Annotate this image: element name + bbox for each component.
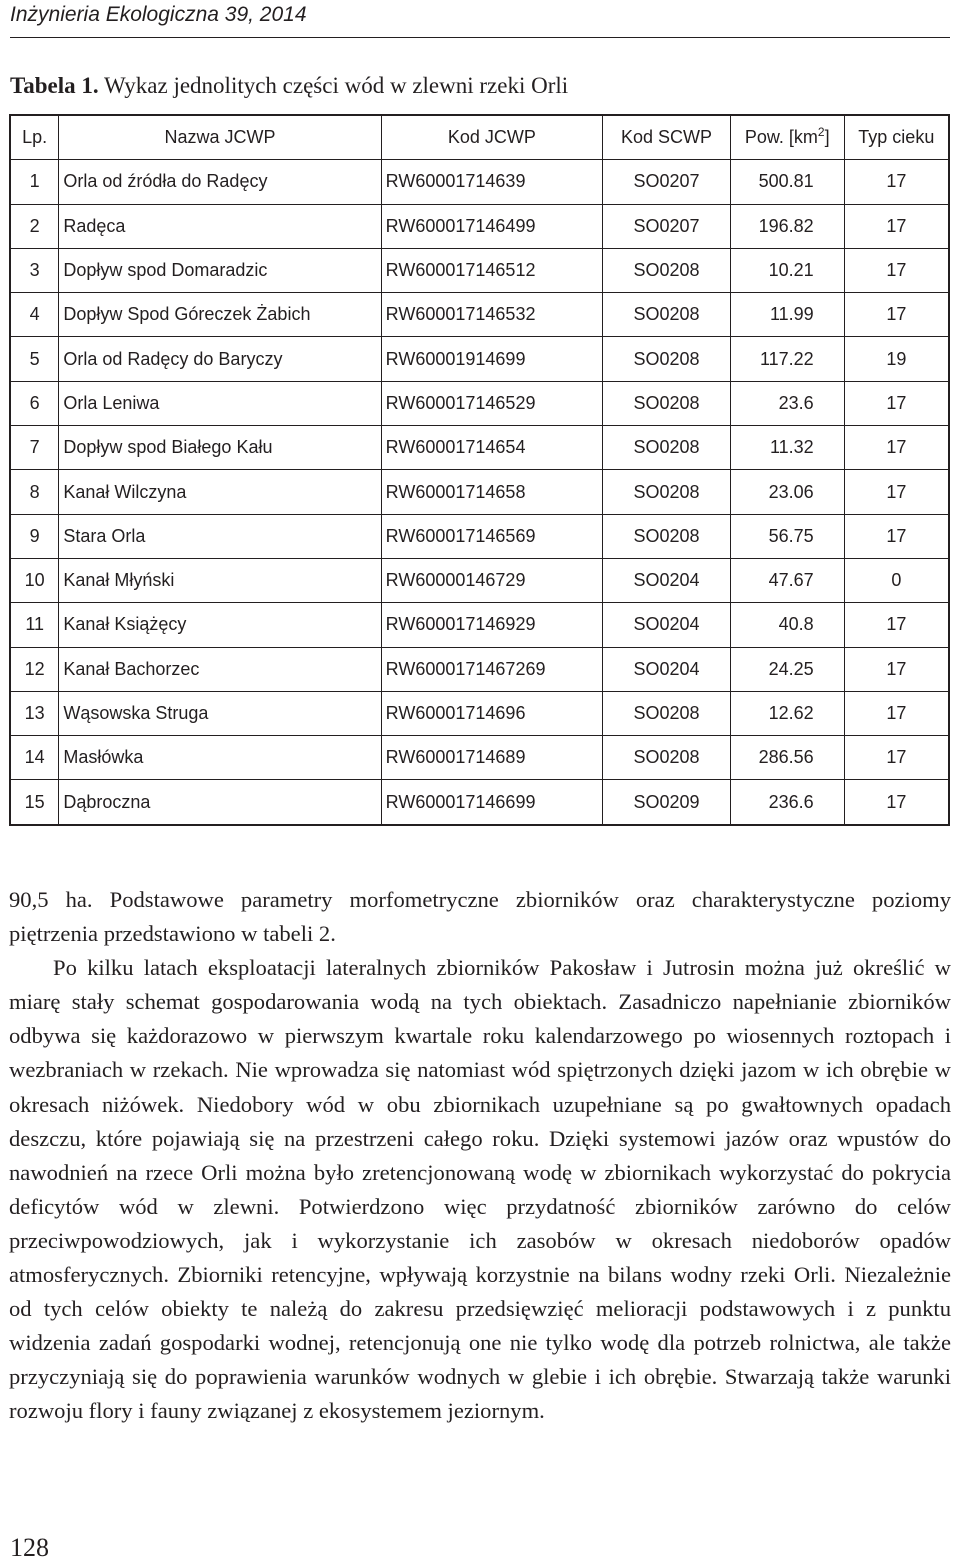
cell-typ: 17 — [844, 293, 949, 337]
cell-lp: 15 — [10, 780, 59, 825]
cell-typ: 17 — [844, 470, 949, 514]
cell-kod-jcwp: RW60001714658 — [381, 470, 602, 514]
cell-typ: 17 — [844, 647, 949, 691]
cell-area: 196.82 — [730, 204, 844, 248]
cell-name: Kanał Książęcy — [59, 603, 381, 647]
table-row — [10, 691, 949, 735]
cell-kod-jcwp: RW60001714689 — [381, 736, 602, 780]
cell-area: 24.25 — [730, 647, 844, 691]
table-row — [10, 337, 949, 381]
table-row — [10, 558, 949, 602]
cell-kod-scwp: SO0208 — [603, 426, 731, 470]
cell-lp: 11 — [10, 603, 59, 647]
cell-kod-scwp: SO0204 — [603, 647, 731, 691]
cell-area: 56.75 — [730, 514, 844, 558]
cell-kod-jcwp: RW600017146569 — [381, 514, 602, 558]
header-lp: Lp. — [10, 115, 59, 160]
header-name: Nazwa JCWP — [59, 115, 381, 160]
cell-kod-jcwp: RW600017146499 — [381, 204, 602, 248]
cell-name: Dopływ Spod Góreczek Żabich — [59, 293, 381, 337]
cell-lp: 5 — [10, 337, 59, 381]
header-area — [730, 115, 844, 160]
cell-kod-scwp: SO0204 — [603, 558, 731, 602]
cell-lp: 10 — [10, 558, 59, 602]
cell-kod-jcwp: RW60001714654 — [381, 426, 602, 470]
cell-typ: 17 — [844, 381, 949, 425]
cell-kod-scwp: SO0208 — [603, 381, 731, 425]
cell-name: Dopływ spod Domaradzic — [59, 248, 381, 292]
table-row — [10, 381, 949, 425]
cell-area: 236.6 — [730, 780, 844, 825]
table-row — [10, 204, 949, 248]
table-row — [10, 470, 949, 514]
cell-kod-jcwp: RW600017146512 — [381, 248, 602, 292]
cell-area: 11.32 — [730, 426, 844, 470]
cell-area: 117.22 — [730, 337, 844, 381]
cell-name: Dąbroczna — [59, 780, 381, 825]
cell-name: Masłówka — [59, 736, 381, 780]
cell-area: 11.99 — [730, 293, 844, 337]
cell-area: 12.62 — [730, 691, 844, 735]
cell-lp: 9 — [10, 514, 59, 558]
cell-area: 23.06 — [730, 470, 844, 514]
cell-typ: 17 — [844, 603, 949, 647]
cell-typ: 17 — [844, 248, 949, 292]
cell-kod-scwp: SO0207 — [603, 204, 731, 248]
cell-name: Kanał Młyński — [59, 558, 381, 602]
body-text — [9, 883, 951, 1429]
cell-kod-scwp: SO0208 — [603, 470, 731, 514]
header-kod-jcwp: Kod JCWP — [381, 115, 602, 160]
cell-lp: 2 — [10, 204, 59, 248]
table-caption — [10, 72, 568, 100]
cell-kod-scwp: SO0209 — [603, 780, 731, 825]
cell-typ: 17 — [844, 780, 949, 825]
cell-lp: 1 — [10, 160, 59, 204]
cell-kod-scwp: SO0208 — [603, 293, 731, 337]
header-area-suffix: ] — [824, 127, 830, 148]
cell-area: 40.8 — [730, 603, 844, 647]
cell-area: 23.6 — [730, 381, 844, 425]
cell-kod-scwp: SO0208 — [603, 691, 731, 735]
table-caption-label: Tabela 1. — [10, 73, 99, 98]
cell-kod-scwp: SO0208 — [603, 248, 731, 292]
journal-header: Inżynieria Ekologiczna 39, 2014 — [10, 3, 307, 26]
header-kod-scwp: Kod SCWP — [603, 115, 731, 160]
cell-lp: 3 — [10, 248, 59, 292]
header-typ: Typ cieku — [844, 115, 949, 160]
jcwp-table — [9, 114, 950, 826]
table-row — [10, 293, 949, 337]
cell-area: 286.56 — [730, 736, 844, 780]
cell-area: 10.21 — [730, 248, 844, 292]
table-row — [10, 603, 949, 647]
cell-name: Orla od źródła do Radęcy — [59, 160, 381, 204]
cell-name: Dopływ spod Białego Kału — [59, 426, 381, 470]
cell-kod-jcwp: RW600017146929 — [381, 603, 602, 647]
cell-typ: 17 — [844, 160, 949, 204]
cell-typ: 17 — [844, 426, 949, 470]
cell-kod-scwp: SO0207 — [603, 160, 731, 204]
cell-name: Orla od Radęcy do Baryczy — [59, 337, 381, 381]
cell-typ: 17 — [844, 514, 949, 558]
table-caption-text: Wykaz jednolitych części wód w zlewni rzeki Orli — [98, 73, 569, 98]
paragraph: Po kilku latach eksploatacji lateralnych zbiorników Pakosław i Jutrosin można już określić w miarę stały schemat gospodarowania wodą na tych obiektach. Zasadniczo napełnianie zbiorników odbywa się każdorazowo w pierwszym kwartale roku kalendarzowego po wiosennych roztopach i wezbraniach w rzekach. Nie wprowadza się natomiast wód spiętrzonych dzięki jazom w ich obrębie w okresach niżówek. Niedobory wód w obu zbiornikach uzupełniane są po gwałtownych opadach deszczu, które pojawiają się na przestrzeni całego roku. Dzięki systemowi jazów oraz wpustów do nawodnień na rzece Orli można było zretencjonowaną wodę w zbiornikach wykorzystać do pokrycia deficytów wód w zlewni. Potwierdzono więc przydatność zbiorników zarówno do celów przeciwpowodziowych, jak i wykorzystanie ich zasobów w okresach niedoborów opadów atmosferycznych. Zbiorniki retencyjne, wpływają korzystnie na bilans wodny rzeki Orli. Niezależnie od tych celów obiekty te należą do zakresu przedsięwzięć melioracji podstawowych i z punktu widzenia zadań gospodarki wodnej, retencjonują one nie tylko wodę dla potrzeb rolnictwa, ale także przyczyniają się do poprawienia warunków wodnych w glebie i ich obrębie. Stwarzają także warunki rozwoju flory i fauny związanej z ekosystemem jeziornym. — [9, 955, 951, 1424]
cell-area: 47.67 — [730, 558, 844, 602]
cell-kod-jcwp: RW60001714696 — [381, 691, 602, 735]
cell-lp: 14 — [10, 736, 59, 780]
header-area-sup: 2 — [817, 125, 825, 140]
cell-name: Radęca — [59, 204, 381, 248]
cell-name: Kanał Wilczyna — [59, 470, 381, 514]
cell-kod-scwp: SO0208 — [603, 337, 731, 381]
cell-lp: 6 — [10, 381, 59, 425]
cell-kod-scwp: SO0208 — [603, 736, 731, 780]
cell-lp: 13 — [10, 691, 59, 735]
table-row — [10, 780, 949, 825]
table-body — [10, 160, 949, 825]
paragraph: 90,5 ha. Podstawowe parametry morfometryczne zbiorników oraz charakterystyczne poziomy piętrzenia przedstawiono w tabeli 2. — [9, 887, 951, 947]
header-rule — [10, 37, 950, 38]
cell-typ: 17 — [844, 691, 949, 735]
cell-kod-jcwp: RW60001714639 — [381, 160, 602, 204]
cell-kod-scwp: SO0204 — [603, 603, 731, 647]
header-area-prefix: Pow. [km — [744, 127, 818, 148]
cell-kod-scwp: SO0208 — [603, 514, 731, 558]
page-number: 128 — [10, 1533, 49, 1562]
table-row — [10, 426, 949, 470]
cell-kod-jcwp: RW600017146529 — [381, 381, 602, 425]
cell-name: Stara Orla — [59, 514, 381, 558]
cell-lp: 8 — [10, 470, 59, 514]
table-row — [10, 736, 949, 780]
table-row — [10, 647, 949, 691]
table-row — [10, 514, 949, 558]
table-header-row — [10, 115, 949, 160]
cell-typ: 0 — [844, 558, 949, 602]
cell-kod-jcwp: RW600017146699 — [381, 780, 602, 825]
cell-kod-jcwp: RW60000146729 — [381, 558, 602, 602]
cell-name: Kanał Bachorzec — [59, 647, 381, 691]
table-row — [10, 248, 949, 292]
table-row — [10, 160, 949, 204]
cell-typ: 19 — [844, 337, 949, 381]
cell-lp: 12 — [10, 647, 59, 691]
cell-name: Wąsowska Struga — [59, 691, 381, 735]
cell-area: 500.81 — [730, 160, 844, 204]
cell-name: Orla Leniwa — [59, 381, 381, 425]
cell-kod-jcwp: RW60001914699 — [381, 337, 602, 381]
cell-lp: 4 — [10, 293, 59, 337]
cell-typ: 17 — [844, 204, 949, 248]
cell-lp: 7 — [10, 426, 59, 470]
cell-kod-jcwp: RW600017146532 — [381, 293, 602, 337]
cell-kod-jcwp: RW6000171467269 — [381, 647, 602, 691]
cell-typ: 17 — [844, 736, 949, 780]
